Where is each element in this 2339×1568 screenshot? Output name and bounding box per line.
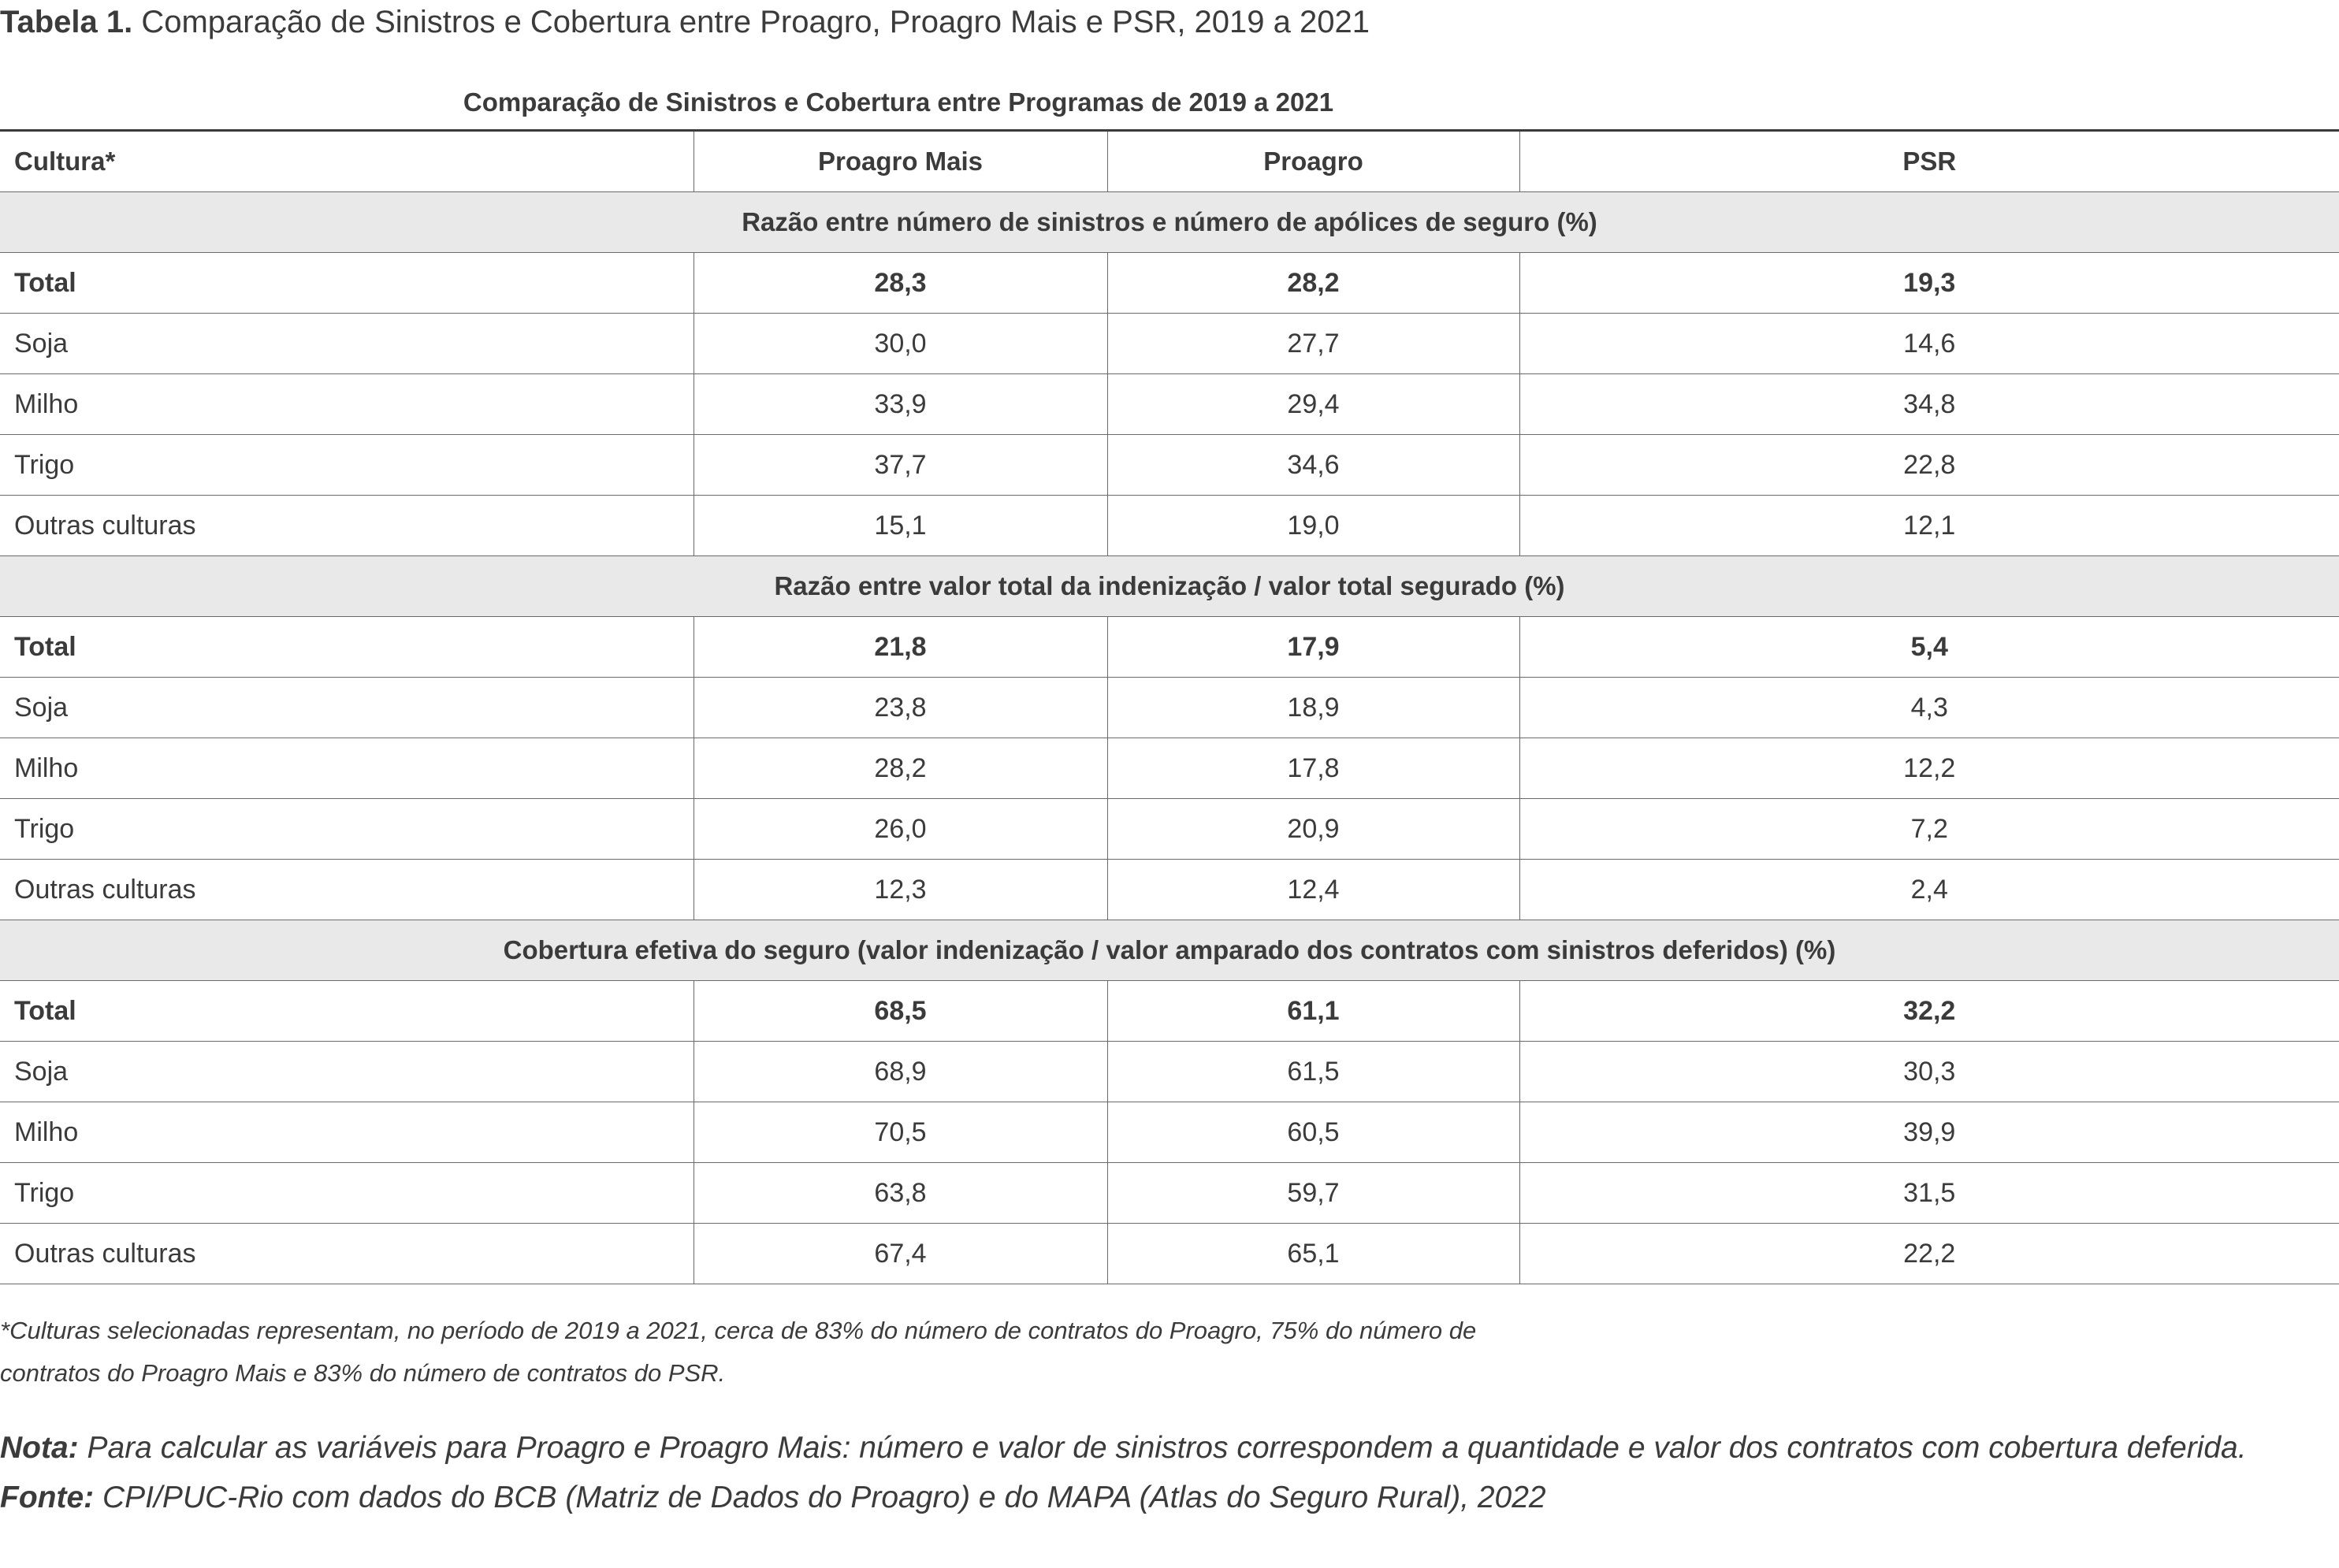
value-psr: 12,2	[1519, 738, 2339, 799]
row-label: Trigo	[0, 799, 694, 860]
value-proagro: 59,7	[1107, 1163, 1519, 1224]
table-row	[0, 860, 2339, 920]
value-proagro-mais: 28,3	[694, 253, 1107, 314]
section-title: Cobertura efetiva do seguro (valor indenização / valor amparado dos contratos com sinistros deferidos) (%)	[0, 920, 2339, 981]
row-label: Soja	[0, 678, 694, 738]
value-proagro-mais: 68,9	[694, 1042, 1107, 1102]
row-label: Trigo	[0, 1163, 694, 1224]
table-row	[0, 799, 2339, 860]
value-proagro-mais: 63,8	[694, 1163, 1107, 1224]
notes-block	[0, 1423, 2247, 1522]
value-proagro: 18,9	[1107, 678, 1519, 738]
value-proagro: 61,5	[1107, 1042, 1519, 1102]
value-proagro: 61,1	[1107, 981, 1519, 1042]
value-proagro: 17,9	[1107, 617, 1519, 678]
table-title: Comparação de Sinistros e Cobertura entre Programas de 2019 a 2021	[463, 87, 1334, 117]
table-body	[0, 192, 2339, 1284]
row-label: Milho	[0, 738, 694, 799]
table-row	[0, 1163, 2339, 1224]
value-proagro: 28,2	[1107, 253, 1519, 314]
row-label: Outras culturas	[0, 1224, 694, 1284]
value-proagro: 65,1	[1107, 1224, 1519, 1284]
value-psr: 39,9	[1519, 1102, 2339, 1163]
value-proagro: 60,5	[1107, 1102, 1519, 1163]
table-caption	[0, 0, 1584, 44]
row-label: Outras culturas	[0, 860, 694, 920]
value-proagro-mais: 33,9	[694, 374, 1107, 435]
table-row	[0, 435, 2339, 496]
value-proagro-mais: 23,8	[694, 678, 1107, 738]
section-header-row	[0, 556, 2339, 617]
value-proagro-mais: 21,8	[694, 617, 1107, 678]
note	[0, 1423, 2247, 1473]
value-psr: 14,6	[1519, 314, 2339, 374]
comparison-table	[0, 129, 2339, 1284]
note-text: Para calcular as variáveis para Proagro e Proagro Mais: número e valor de sinistros correspondem a quantidade e valor dos contratos com cobertura deferida.	[78, 1431, 2247, 1465]
row-label: Outras culturas	[0, 496, 694, 556]
source-lead: Fonte:	[0, 1481, 95, 1514]
value-proagro-mais: 67,4	[694, 1224, 1107, 1284]
row-label: Total	[0, 253, 694, 314]
value-psr: 2,4	[1519, 860, 2339, 920]
row-label: Soja	[0, 314, 694, 374]
table-row	[0, 738, 2339, 799]
value-proagro: 19,0	[1107, 496, 1519, 556]
value-proagro: 29,4	[1107, 374, 1519, 435]
row-label: Soja	[0, 1042, 694, 1102]
value-psr: 31,5	[1519, 1163, 2339, 1224]
value-proagro-mais: 30,0	[694, 314, 1107, 374]
row-label: Total	[0, 617, 694, 678]
section-title: Razão entre número de sinistros e número de apólices de seguro (%)	[0, 192, 2339, 253]
caption-lead: Tabela 1.	[0, 5, 133, 39]
source-text: CPI/PUC-Rio com dados do BCB (Matriz de Dados do Proagro) e do MAPA (Atlas do Seguro Rural), 2022	[94, 1481, 1546, 1514]
table-row	[0, 1224, 2339, 1284]
value-psr: 5,4	[1519, 617, 2339, 678]
section-header-row	[0, 920, 2339, 981]
header-row	[0, 131, 2339, 192]
header-proagro-mais: Proagro Mais	[694, 131, 1107, 192]
source	[0, 1473, 1589, 1522]
value-psr: 4,3	[1519, 678, 2339, 738]
value-proagro: 12,4	[1107, 860, 1519, 920]
total-row	[0, 253, 2339, 314]
note-lead: Nota:	[0, 1431, 79, 1465]
value-proagro: 34,6	[1107, 435, 1519, 496]
row-label: Trigo	[0, 435, 694, 496]
value-psr: 30,3	[1519, 1042, 2339, 1102]
value-proagro: 27,7	[1107, 314, 1519, 374]
section-title: Razão entre valor total da indenização / valor total segurado (%)	[0, 556, 2339, 617]
table-row	[0, 374, 2339, 435]
value-psr: 22,8	[1519, 435, 2339, 496]
value-psr: 34,8	[1519, 374, 2339, 435]
value-proagro-mais: 70,5	[694, 1102, 1107, 1163]
value-proagro: 20,9	[1107, 799, 1519, 860]
table-row	[0, 1042, 2339, 1102]
value-psr: 32,2	[1519, 981, 2339, 1042]
value-psr: 19,3	[1519, 253, 2339, 314]
value-psr: 7,2	[1519, 799, 2339, 860]
value-proagro-mais: 37,7	[694, 435, 1107, 496]
header-cultura: Cultura*	[0, 131, 694, 192]
value-psr: 12,1	[1519, 496, 2339, 556]
row-label: Milho	[0, 1102, 694, 1163]
value-proagro-mais: 68,5	[694, 981, 1107, 1042]
total-row	[0, 617, 2339, 678]
header-psr: PSR	[1519, 131, 2339, 192]
section-header-row	[0, 192, 2339, 253]
table-row	[0, 496, 2339, 556]
total-row	[0, 981, 2339, 1042]
value-proagro-mais: 26,0	[694, 799, 1107, 860]
row-label: Milho	[0, 374, 694, 435]
table-row	[0, 1102, 2339, 1163]
row-label: Total	[0, 981, 694, 1042]
value-proagro-mais: 28,2	[694, 738, 1107, 799]
value-psr: 22,2	[1519, 1224, 2339, 1284]
table-row	[0, 678, 2339, 738]
caption-text: Comparação de Sinistros e Cobertura entre Proagro, Proagro Mais e PSR, 2019 a 2021	[132, 5, 1370, 39]
value-proagro-mais: 15,1	[694, 496, 1107, 556]
footnote: *Culturas selecionadas representam, no período de 2019 a 2021, cerca de 83% do número de contratos do Proagro, 75% do número de contratos do Proagro Mais e 83% do número de contratos do PSR.	[0, 1317, 1477, 1387]
value-proagro-mais: 12,3	[694, 860, 1107, 920]
table-row	[0, 314, 2339, 374]
header-proagro: Proagro	[1107, 131, 1519, 192]
value-proagro: 17,8	[1107, 738, 1519, 799]
